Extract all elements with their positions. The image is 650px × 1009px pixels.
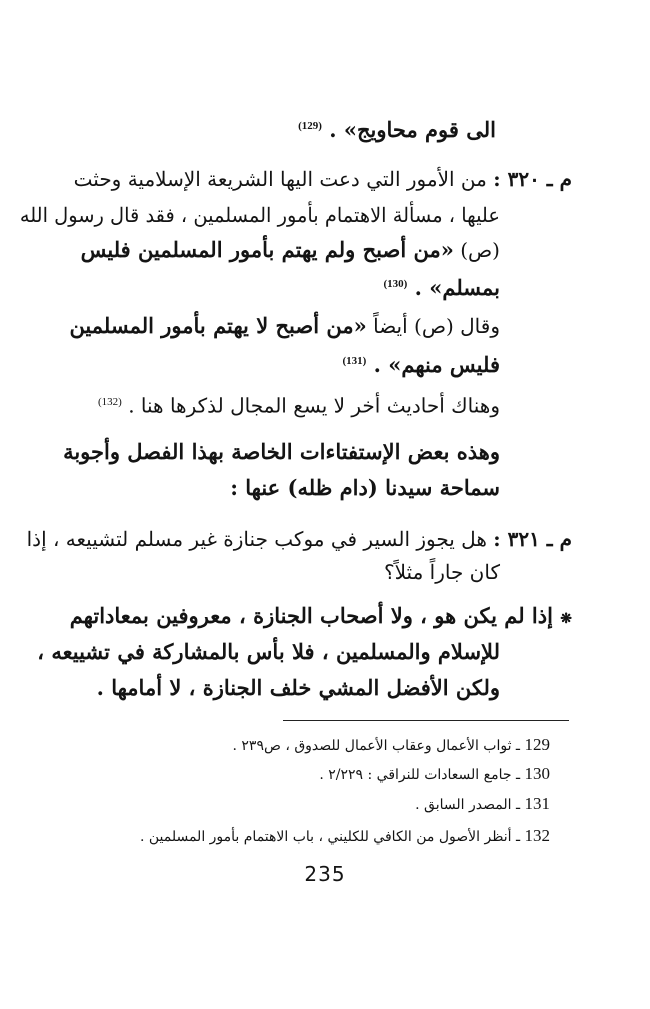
text: وقال (ص) أيضاً [373, 314, 500, 338]
hadith-quote-1: «من أصبح ولم يهتم بأمور المسلمين فليس [80, 237, 454, 262]
text-line-9 [63, 436, 500, 468]
footnote-text: ـ ثواب الأعمال وعقاب الأعمال للصدوق ، ص٢٣٩ . [232, 738, 521, 754]
text-line-3 [20, 199, 500, 231]
text-line-1 [298, 110, 496, 146]
text-line-13 [70, 600, 572, 635]
text: سماحة سيدنا (دام ظله) عنها : [230, 475, 500, 500]
text: للإسلام والمسلمين ، فلا بأس بالمشاركة في تشييعه ، [37, 639, 500, 664]
footnote-number: 131 [524, 794, 550, 813]
hadith-quote-2: «من أصبح لا يهتم بأمور المسلمين [69, 313, 367, 338]
footnote-number: 132 [524, 826, 550, 845]
footnote-132 [140, 825, 550, 848]
text: إذا لم يكن هو ، ولا أصحاب الجنازة ، معروفين بمعاداتهم [69, 603, 553, 628]
footnote-text: ـ أنظر الأصول من الكافي للكليني ، باب الاهتمام بأمور المسلمين . [139, 829, 521, 845]
text: وهناك أحاديث أخر لا يسع المجال لذكرها هنا . [128, 393, 500, 418]
text-line-10 [230, 472, 500, 504]
text: كان جاراً مثلاً؟ [384, 560, 500, 584]
text-line-14 [37, 636, 500, 668]
answer-star-icon: ❋ [560, 611, 572, 627]
text-line-8 [98, 386, 500, 422]
text: ولكن الأفضل المشي خلف الجنازة ، لا أمامها . [96, 675, 500, 700]
text: (ص) [460, 238, 500, 262]
footnote-ref-132: (132) [98, 396, 122, 408]
text-line-7 [342, 345, 500, 381]
footnote-number: 130 [524, 764, 550, 783]
text-line-2 [74, 163, 572, 195]
footnote-separator [283, 720, 569, 721]
footnote-text: ـ المصدر السابق . [415, 797, 521, 813]
footnote-ref-129: (129) [298, 120, 322, 132]
text-line-12 [384, 556, 500, 588]
text-line-5 [383, 268, 500, 304]
text-line-6 [69, 310, 500, 342]
text-line-11 [27, 523, 572, 555]
text: عليها ، مسألة الاهتمام بأمور المسلمين ، فقد قال رسول الله [19, 203, 500, 227]
footnote-number: 129 [524, 735, 550, 754]
text: هل يجوز السير في موكب جنازة غير مسلم لتشييعه ، إذا [26, 527, 487, 551]
issue-number-321: م ـ ٣٢١ : [493, 527, 572, 551]
footnote-ref-131: (131) [342, 355, 367, 367]
text: من الأمور التي دعت اليها الشريعة الإسلامية وحثت [73, 167, 487, 191]
issue-number-320: م ـ ٣٢٠ : [493, 167, 572, 191]
footnote-ref-130: (130) [383, 278, 408, 290]
footnote-text: ـ جامع السعادات للنراقي : ٢/٢٢٩ . [319, 767, 521, 783]
page-number: 235 [304, 862, 346, 886]
text: فليس منهم» . [373, 352, 500, 377]
text-line-4 [81, 234, 500, 266]
footnote-131 [415, 793, 550, 816]
footnote-129 [233, 734, 551, 757]
text: بمسلم» . [414, 275, 500, 300]
text: وهذه بعض الإستفتاءات الخاصة بهذا الفصل وأجوبة [63, 439, 500, 464]
text: الى قوم محاويج» . [329, 117, 496, 142]
text-line-15 [97, 672, 500, 704]
footnote-130 [319, 763, 550, 786]
